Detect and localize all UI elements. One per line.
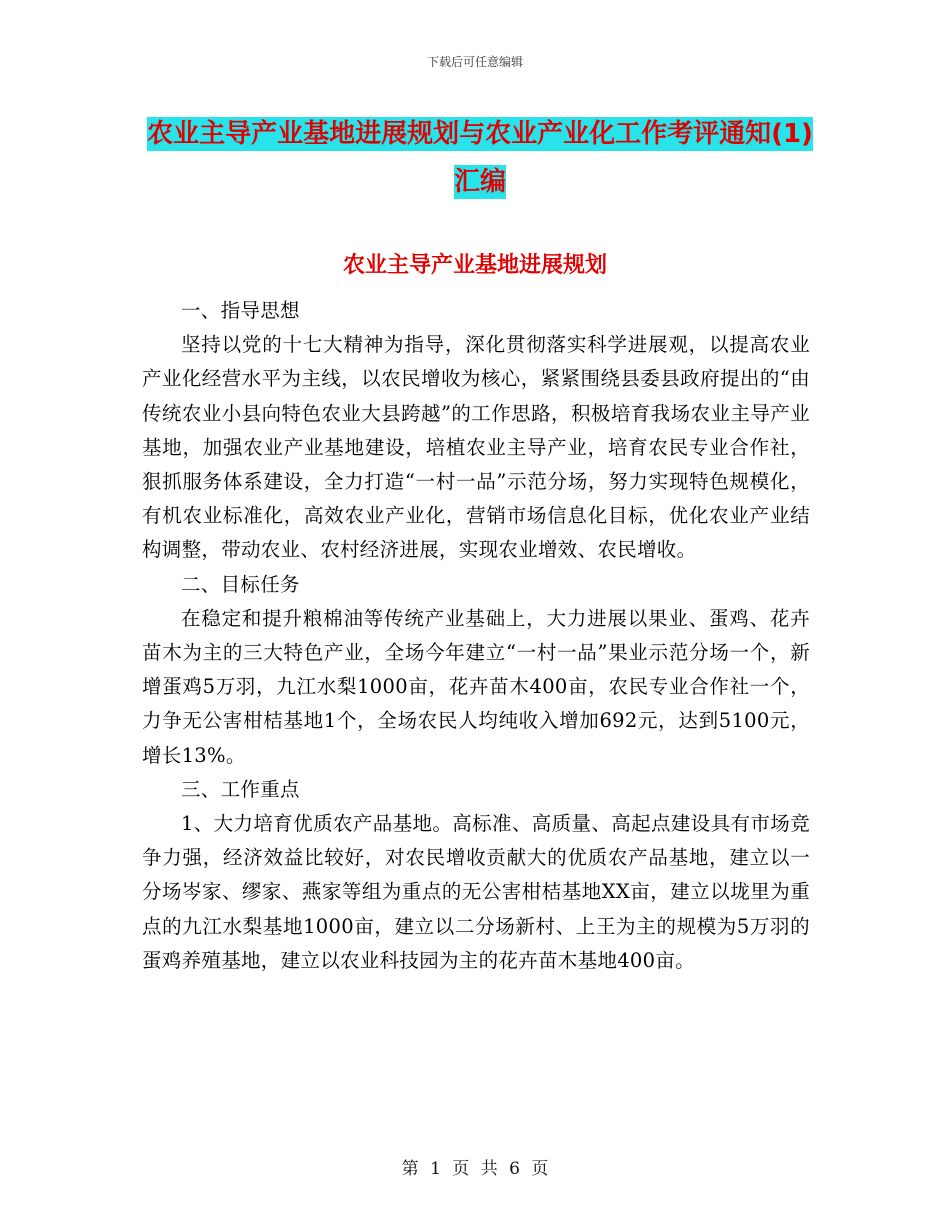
- header-note: 下载后可任意编辑: [426, 55, 523, 69]
- document-body: [142, 294, 810, 978]
- document-title: [142, 110, 818, 206]
- document-title-text: 农业主导产业基地进展规划与农业产业化工作考评通知(1)汇编: [147, 119, 813, 197]
- paragraph-guiding-ideology: 坚持以党的十七大精神为指导，深化贯彻落实科学进展观，以提高农业产业化经营水平为主线，以农民增收为核心，紧紧围绕县委县政府提出的“由传统农业小县向特色农业大县跨越”的工作思路，积极培育我场农业主导产业基地，加强农业产业基地建设，培植农业主导产业，培育农民专业合作社，狠抓服务体系建设，全力打造“一村一品”示范分场，努力实现特色规模化，有机农业标准化，高效农业产业化，营销市场信息化目标，优化农业产业结构调整，带动农业、农村经济进展，实现农业增效、农民增收。: [142, 333, 810, 562]
- section-title: 农业主导产业基地进展规划: [342, 253, 607, 278]
- heading-goals-tasks: 二、目标任务: [181, 572, 300, 596]
- page-footer: 第 1 页 共 6 页: [401, 1159, 549, 1179]
- heading-guiding-ideology: 一、指导思想: [181, 299, 300, 322]
- paragraph-work-focus-1: 1、大力培育优质农产品基地。高标准、高质量、高起点建设具有市场竞争力强，经济效益比较好，对农民增收贡献大的优质农产品基地，建立以一分场岑家、缪家、燕家等组为重点的无公害柑桔基地XX亩，建立以垅里为重点的九江水梨基地1000亩，建立以二分场新村、上王为主的规模为5万羽的蛋鸡养殖基地，建立以农业科技园为主的花卉苗木基地400亩。: [142, 812, 810, 972]
- paragraph-goals-tasks: 在稳定和提升粮棉油等传统产业基础上，大力进展以果业、蛋鸡、花卉苗木为主的三大特色产业，全场今年建立“一村一品”果业示范分场一个，新增蛋鸡5万羽，九江水梨1000亩，花卉苗木400亩，农民专业合作社一个，力争无公害柑桔基地1个，全场农民人均纯收入增加692元，达到5100元，增长13%。: [142, 606, 810, 767]
- heading-work-focus: 三、工作重点: [181, 777, 300, 801]
